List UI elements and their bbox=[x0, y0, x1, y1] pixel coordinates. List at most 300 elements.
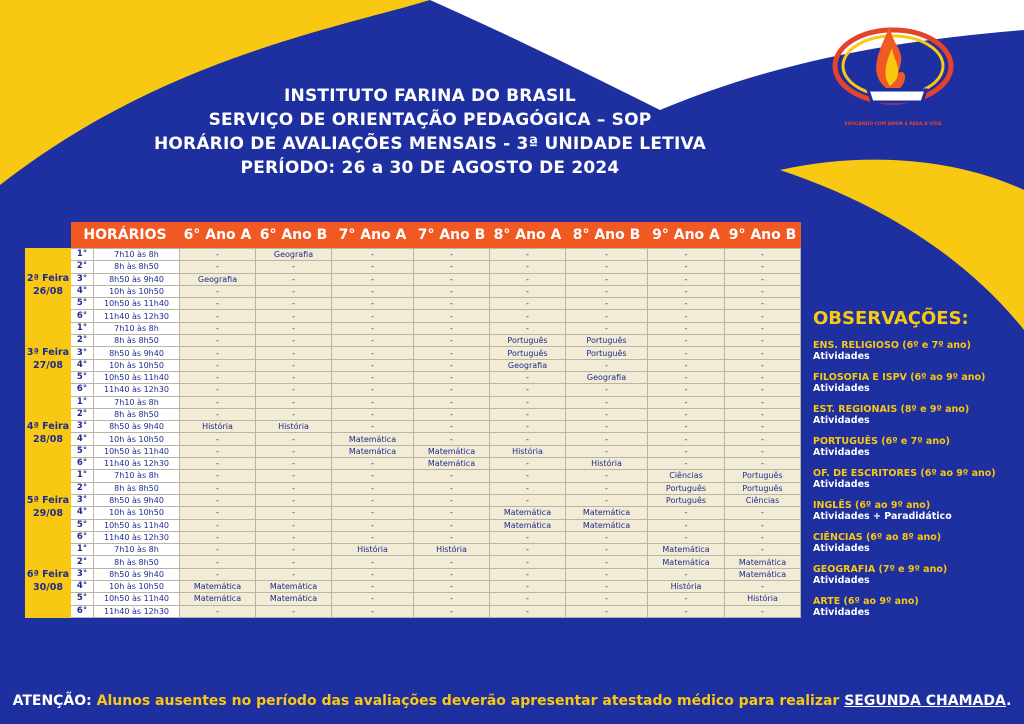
exam-cell: - bbox=[332, 421, 414, 433]
exam-cell: - bbox=[332, 347, 414, 359]
table-row bbox=[26, 298, 801, 310]
exam-cell: - bbox=[725, 298, 801, 310]
table-row bbox=[26, 519, 801, 531]
table-row bbox=[26, 531, 801, 543]
exam-cell: - bbox=[566, 556, 648, 568]
exam-cell: - bbox=[725, 384, 801, 396]
exam-cell: História bbox=[180, 421, 256, 433]
title-line-2: SERVIÇO DE ORIENTAÇÃO PEDAGÓGICA – SOP bbox=[208, 110, 652, 130]
exam-cell: - bbox=[566, 384, 648, 396]
period-number: 4° bbox=[71, 359, 94, 371]
exam-cell: - bbox=[332, 482, 414, 494]
exam-cell: - bbox=[180, 605, 256, 617]
period-time: 10h50 às 11h40 bbox=[94, 519, 180, 531]
period-number: 5° bbox=[71, 298, 94, 310]
period-time: 8h às 8h50 bbox=[94, 335, 180, 347]
period-time: 7h10 às 8h bbox=[94, 544, 180, 556]
exam-cell: - bbox=[332, 384, 414, 396]
exam-cell: - bbox=[725, 605, 801, 617]
exam-cell: - bbox=[648, 408, 725, 420]
exam-cell: - bbox=[566, 445, 648, 457]
exam-cell: - bbox=[180, 408, 256, 420]
table-row bbox=[26, 261, 801, 273]
exam-cell: Ciências bbox=[648, 470, 725, 482]
exam-cell: - bbox=[490, 310, 566, 322]
exam-cell: Matemática bbox=[566, 519, 648, 531]
exam-cell: - bbox=[414, 556, 490, 568]
table-row bbox=[26, 371, 801, 383]
period-time: 8h50 às 9h40 bbox=[94, 568, 180, 580]
exam-cell: Matemática bbox=[332, 433, 414, 445]
exam-cell: - bbox=[332, 593, 414, 605]
logo-name: INSTITUTO FARINA bbox=[845, 110, 941, 120]
exam-cell: - bbox=[648, 273, 725, 285]
notice-lead: ATENÇÃO: bbox=[12, 693, 92, 709]
period-time: 8h às 8h50 bbox=[94, 482, 180, 494]
observation-desc: Atividades bbox=[813, 447, 870, 458]
exam-cell: - bbox=[180, 371, 256, 383]
exam-cell: - bbox=[256, 408, 332, 420]
period-number: 1° bbox=[71, 470, 94, 482]
exam-cell: - bbox=[414, 581, 490, 593]
exam-cell: - bbox=[180, 494, 256, 506]
table-row bbox=[26, 273, 801, 285]
logo-tagline: EDUCANDO COM AMOR E PARA A VIDA bbox=[844, 122, 942, 127]
exam-cell: - bbox=[256, 396, 332, 408]
exam-cell: - bbox=[414, 568, 490, 580]
period-time: 8h às 8h50 bbox=[94, 261, 180, 273]
exam-cell: - bbox=[180, 285, 256, 297]
exam-cell: - bbox=[332, 273, 414, 285]
schedule-table bbox=[25, 222, 801, 618]
exam-cell: - bbox=[256, 494, 332, 506]
exam-cell: - bbox=[180, 384, 256, 396]
table-row bbox=[26, 581, 801, 593]
exam-cell: - bbox=[566, 273, 648, 285]
exam-cell: - bbox=[332, 285, 414, 297]
exam-cell: - bbox=[414, 273, 490, 285]
exam-cell: - bbox=[256, 519, 332, 531]
period-number: 1° bbox=[71, 249, 94, 261]
exam-cell: - bbox=[256, 507, 332, 519]
exam-cell: - bbox=[725, 531, 801, 543]
exam-cell: - bbox=[490, 384, 566, 396]
exam-cell: - bbox=[725, 310, 801, 322]
observation-subject: OF. DE ESCRITORES (6º ao 9º ano) bbox=[813, 468, 996, 479]
exam-cell: - bbox=[414, 335, 490, 347]
exam-cell: - bbox=[332, 371, 414, 383]
observations-list bbox=[813, 340, 1018, 618]
exam-cell: Matemática bbox=[490, 507, 566, 519]
exam-cell: História bbox=[566, 458, 648, 470]
exam-cell: - bbox=[648, 261, 725, 273]
period-number: 2° bbox=[71, 408, 94, 420]
exam-cell: - bbox=[180, 298, 256, 310]
exam-cell: - bbox=[332, 458, 414, 470]
exam-cell: - bbox=[332, 322, 414, 334]
exam-cell: - bbox=[566, 421, 648, 433]
exam-cell: - bbox=[414, 519, 490, 531]
header-class: 9° Ano A bbox=[648, 222, 725, 249]
observation-item bbox=[813, 564, 1018, 586]
exam-cell: - bbox=[725, 507, 801, 519]
exam-cell: - bbox=[332, 507, 414, 519]
table-row bbox=[26, 310, 801, 322]
exam-cell: - bbox=[490, 396, 566, 408]
exam-cell: - bbox=[566, 581, 648, 593]
exam-cell: - bbox=[725, 519, 801, 531]
exam-cell: - bbox=[332, 605, 414, 617]
exam-cell: - bbox=[490, 544, 566, 556]
exam-cell: - bbox=[566, 298, 648, 310]
exam-cell: - bbox=[566, 531, 648, 543]
period-number: 6° bbox=[71, 310, 94, 322]
table-header-row bbox=[26, 222, 801, 249]
period-time: 11h40 às 12h30 bbox=[94, 310, 180, 322]
title-line-1: INSTITUTO FARINA DO BRASIL bbox=[284, 86, 576, 106]
table-row bbox=[26, 408, 801, 420]
exam-cell: - bbox=[725, 359, 801, 371]
exam-cell: - bbox=[648, 285, 725, 297]
exam-cell: - bbox=[490, 581, 566, 593]
period-time: 7h10 às 8h bbox=[94, 249, 180, 261]
table-row bbox=[26, 568, 801, 580]
table-row bbox=[26, 347, 801, 359]
exam-cell: - bbox=[725, 273, 801, 285]
exam-cell: História bbox=[490, 445, 566, 457]
exam-cell: - bbox=[414, 322, 490, 334]
exam-cell: - bbox=[648, 249, 725, 261]
period-number: 4° bbox=[71, 581, 94, 593]
exam-cell: História bbox=[725, 593, 801, 605]
table-row bbox=[26, 249, 801, 261]
exam-cell: Geografia bbox=[180, 273, 256, 285]
period-number: 1° bbox=[71, 322, 94, 334]
exam-cell: - bbox=[256, 359, 332, 371]
exam-cell: Geografia bbox=[256, 249, 332, 261]
period-time: 11h40 às 12h30 bbox=[94, 458, 180, 470]
exam-cell: Português bbox=[490, 347, 566, 359]
notice-end: . bbox=[1006, 693, 1012, 709]
exam-cell: - bbox=[648, 384, 725, 396]
exam-cell: - bbox=[332, 470, 414, 482]
header-class: 8° Ano A bbox=[490, 222, 566, 249]
exam-cell: - bbox=[414, 494, 490, 506]
period-time: 8h às 8h50 bbox=[94, 408, 180, 420]
exam-cell: - bbox=[414, 482, 490, 494]
period-number: 6° bbox=[71, 605, 94, 617]
table-row bbox=[26, 470, 801, 482]
period-number: 2° bbox=[71, 335, 94, 347]
exam-cell: - bbox=[256, 384, 332, 396]
exam-cell: - bbox=[648, 421, 725, 433]
exam-cell: - bbox=[566, 261, 648, 273]
period-time: 10h50 às 11h40 bbox=[94, 593, 180, 605]
exam-cell: - bbox=[414, 531, 490, 543]
observation-desc: Atividades bbox=[813, 351, 870, 362]
exam-cell: - bbox=[648, 433, 725, 445]
exam-cell: - bbox=[490, 458, 566, 470]
table-row bbox=[26, 544, 801, 556]
exam-cell: - bbox=[566, 359, 648, 371]
exam-cell: - bbox=[490, 322, 566, 334]
period-time: 10h50 às 11h40 bbox=[94, 371, 180, 383]
header-class: 7° Ano A bbox=[332, 222, 414, 249]
period-time: 10h às 10h50 bbox=[94, 507, 180, 519]
period-number: 6° bbox=[71, 384, 94, 396]
period-number: 6° bbox=[71, 531, 94, 543]
exam-cell: - bbox=[332, 568, 414, 580]
exam-cell: - bbox=[490, 605, 566, 617]
period-number: 2° bbox=[71, 482, 94, 494]
header-class: 8° Ano B bbox=[566, 222, 648, 249]
exam-cell: Português bbox=[725, 470, 801, 482]
exam-cell: - bbox=[180, 507, 256, 519]
exam-cell: Português bbox=[566, 335, 648, 347]
observation-item bbox=[813, 468, 1018, 490]
exam-cell: - bbox=[725, 285, 801, 297]
day-label: 2ª Feira 26/08 bbox=[26, 249, 71, 323]
table-row bbox=[26, 384, 801, 396]
exam-cell: - bbox=[490, 273, 566, 285]
observation-subject: PORTUGUÊS (6º e 7º ano) bbox=[813, 436, 950, 447]
exam-cell: - bbox=[490, 298, 566, 310]
exam-cell: - bbox=[332, 359, 414, 371]
exam-cell: - bbox=[414, 421, 490, 433]
header-class: 7° Ano B bbox=[414, 222, 490, 249]
title-line-3: HORÁRIO DE AVALIAÇÕES MENSAIS - 3ª UNIDADE LETIVA bbox=[153, 134, 707, 154]
exam-cell: - bbox=[414, 347, 490, 359]
exam-cell: - bbox=[414, 470, 490, 482]
exam-cell: Matemática bbox=[256, 593, 332, 605]
table-row bbox=[26, 445, 801, 457]
exam-cell: - bbox=[332, 396, 414, 408]
period-number: 1° bbox=[71, 544, 94, 556]
exam-cell: - bbox=[490, 556, 566, 568]
period-time: 10h às 10h50 bbox=[94, 285, 180, 297]
exam-cell: - bbox=[180, 322, 256, 334]
table-row bbox=[26, 507, 801, 519]
exam-cell: - bbox=[180, 261, 256, 273]
exam-cell: - bbox=[180, 458, 256, 470]
period-time: 7h10 às 8h bbox=[94, 470, 180, 482]
exam-cell: - bbox=[180, 359, 256, 371]
exam-cell: - bbox=[566, 482, 648, 494]
notice-text: Alunos ausentes no período das avaliações deverão apresentar atestado médico para realizar bbox=[91, 693, 845, 709]
exam-cell: - bbox=[648, 322, 725, 334]
period-number: 6° bbox=[71, 458, 94, 470]
farina-torch-icon bbox=[828, 18, 958, 113]
exam-cell: - bbox=[648, 310, 725, 322]
period-number: 5° bbox=[71, 593, 94, 605]
exam-cell: - bbox=[414, 359, 490, 371]
exam-cell: Ciências bbox=[725, 494, 801, 506]
period-time: 7h10 às 8h bbox=[94, 396, 180, 408]
exam-cell: - bbox=[648, 347, 725, 359]
period-number: 2° bbox=[71, 556, 94, 568]
title-line-4: PERÍODO: 26 a 30 DE AGOSTO DE 2024 bbox=[240, 158, 620, 178]
exam-cell: - bbox=[180, 396, 256, 408]
period-time: 8h50 às 9h40 bbox=[94, 273, 180, 285]
period-number: 5° bbox=[71, 371, 94, 383]
exam-cell: - bbox=[566, 568, 648, 580]
exam-cell: Matemática bbox=[648, 556, 725, 568]
table-row bbox=[26, 458, 801, 470]
exam-cell: - bbox=[566, 593, 648, 605]
exam-cell: - bbox=[414, 433, 490, 445]
schedule-body bbox=[26, 249, 801, 618]
exam-cell: - bbox=[256, 544, 332, 556]
exam-cell: - bbox=[180, 519, 256, 531]
exam-cell: - bbox=[256, 482, 332, 494]
observation-item bbox=[813, 340, 1018, 362]
exam-cell: Português bbox=[725, 482, 801, 494]
period-number: 5° bbox=[71, 519, 94, 531]
header-class: 6° Ano A bbox=[180, 222, 256, 249]
observation-subject: EST. REGIONAIS (8º e 9º ano) bbox=[813, 404, 970, 415]
exam-cell: - bbox=[256, 285, 332, 297]
exam-cell: Matemática bbox=[414, 458, 490, 470]
exam-cell: História bbox=[332, 544, 414, 556]
exam-cell: - bbox=[566, 285, 648, 297]
exam-cell: - bbox=[256, 556, 332, 568]
observation-item bbox=[813, 404, 1018, 426]
exam-cell: História bbox=[256, 421, 332, 433]
exam-cell: - bbox=[725, 335, 801, 347]
exam-cell: - bbox=[490, 494, 566, 506]
exam-cell: História bbox=[414, 544, 490, 556]
exam-cell: - bbox=[414, 371, 490, 383]
day-label: 3ª Feira 27/08 bbox=[26, 322, 71, 396]
exam-cell: História bbox=[648, 581, 725, 593]
exam-cell: - bbox=[648, 568, 725, 580]
header-horarios: HORÁRIOS bbox=[71, 222, 180, 249]
exam-cell: - bbox=[648, 519, 725, 531]
exam-cell: - bbox=[332, 335, 414, 347]
exam-cell: - bbox=[332, 581, 414, 593]
exam-cell: - bbox=[332, 249, 414, 261]
observation-item bbox=[813, 372, 1018, 394]
observation-subject: ENS. RELIGIOSO (6º e 7º ano) bbox=[813, 340, 971, 351]
period-number: 5° bbox=[71, 445, 94, 457]
exam-cell: - bbox=[256, 605, 332, 617]
exam-cell: Matemática bbox=[256, 581, 332, 593]
period-time: 11h40 às 12h30 bbox=[94, 605, 180, 617]
header-corner bbox=[26, 222, 71, 249]
exam-cell: - bbox=[256, 433, 332, 445]
period-time: 10h às 10h50 bbox=[94, 581, 180, 593]
exam-cell: - bbox=[256, 458, 332, 470]
period-time: 7h10 às 8h bbox=[94, 322, 180, 334]
exam-cell: Português bbox=[490, 335, 566, 347]
exam-cell: - bbox=[256, 310, 332, 322]
observation-item bbox=[813, 596, 1018, 618]
exam-cell: - bbox=[332, 408, 414, 420]
table-row bbox=[26, 285, 801, 297]
exam-cell: - bbox=[332, 531, 414, 543]
exam-cell: - bbox=[490, 408, 566, 420]
exam-cell: - bbox=[725, 396, 801, 408]
exam-cell: - bbox=[414, 507, 490, 519]
observation-desc: Atividades bbox=[813, 543, 870, 554]
exam-cell: - bbox=[566, 408, 648, 420]
exam-cell: Geografia bbox=[566, 371, 648, 383]
exam-cell: - bbox=[490, 249, 566, 261]
period-time: 10h às 10h50 bbox=[94, 433, 180, 445]
table-row bbox=[26, 482, 801, 494]
exam-cell: - bbox=[566, 310, 648, 322]
table-row bbox=[26, 359, 801, 371]
table-row bbox=[26, 593, 801, 605]
observation-subject: INGLÊS (6º ao 9º ano) bbox=[813, 500, 931, 511]
observation-desc: Atividades bbox=[813, 415, 870, 426]
exam-cell: - bbox=[648, 605, 725, 617]
exam-cell: - bbox=[414, 261, 490, 273]
exam-cell: - bbox=[414, 605, 490, 617]
exam-cell: Português bbox=[648, 482, 725, 494]
observations-title: OBSERVAÇÕES: bbox=[813, 308, 969, 329]
exam-cell: - bbox=[414, 408, 490, 420]
exam-cell: - bbox=[256, 445, 332, 457]
period-number: 4° bbox=[71, 433, 94, 445]
exam-cell: - bbox=[332, 556, 414, 568]
exam-cell: - bbox=[648, 593, 725, 605]
exam-cell: - bbox=[414, 285, 490, 297]
exam-cell: Matemática bbox=[648, 544, 725, 556]
exam-cell: - bbox=[256, 371, 332, 383]
observation-desc: Atividades bbox=[813, 607, 870, 618]
exam-cell: Matemática bbox=[414, 445, 490, 457]
exam-cell: Matemática bbox=[180, 581, 256, 593]
notice-emphasis: SEGUNDA CHAMADA bbox=[844, 693, 1007, 709]
observation-desc: Atividades bbox=[813, 383, 870, 394]
observation-desc: Atividades bbox=[813, 479, 870, 490]
exam-cell: - bbox=[725, 322, 801, 334]
exam-cell: - bbox=[566, 544, 648, 556]
exam-cell: - bbox=[180, 482, 256, 494]
institute-logo bbox=[828, 18, 958, 136]
exam-cell: - bbox=[256, 531, 332, 543]
period-time: 10h às 10h50 bbox=[94, 359, 180, 371]
exam-cell: - bbox=[256, 322, 332, 334]
period-number: 3° bbox=[71, 494, 94, 506]
period-number: 2° bbox=[71, 261, 94, 273]
exam-cell: - bbox=[490, 421, 566, 433]
exam-cell: - bbox=[414, 298, 490, 310]
exam-cell: - bbox=[332, 494, 414, 506]
table-row bbox=[26, 494, 801, 506]
exam-cell: - bbox=[332, 261, 414, 273]
exam-cell: - bbox=[180, 556, 256, 568]
exam-cell: - bbox=[490, 593, 566, 605]
exam-cell: - bbox=[566, 470, 648, 482]
period-time: 8h50 às 9h40 bbox=[94, 494, 180, 506]
table-row bbox=[26, 433, 801, 445]
exam-cell: - bbox=[414, 249, 490, 261]
exam-cell: - bbox=[725, 347, 801, 359]
observation-subject: FILOSOFIA E ISPV (6º ao 9º ano) bbox=[813, 372, 986, 383]
day-label: 5ª Feira 29/08 bbox=[26, 470, 71, 544]
observation-subject: GEOGRAFIA (7º e 9º ano) bbox=[813, 564, 948, 575]
exam-cell: - bbox=[648, 371, 725, 383]
table-row bbox=[26, 396, 801, 408]
exam-cell: Português bbox=[648, 494, 725, 506]
period-number: 4° bbox=[71, 507, 94, 519]
exam-cell: - bbox=[256, 568, 332, 580]
exam-cell: - bbox=[725, 544, 801, 556]
exam-cell: - bbox=[256, 335, 332, 347]
exam-cell: - bbox=[725, 249, 801, 261]
